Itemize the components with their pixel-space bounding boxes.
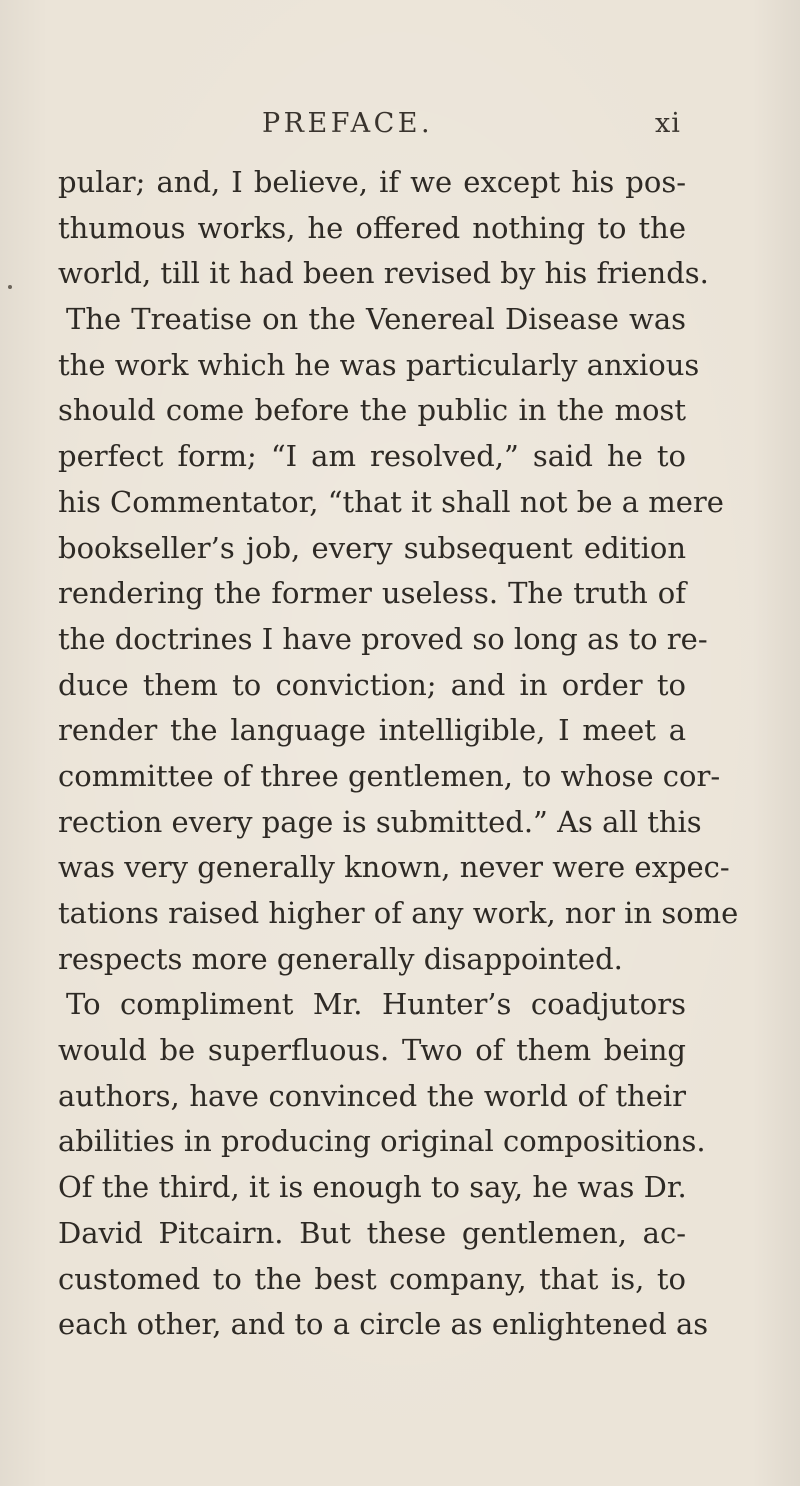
text-line: was very generally known, never were expec-: [58, 850, 730, 885]
text-line: would be superfluous. Two of them being: [58, 1033, 686, 1068]
text-line: To compliment Mr. Hunter’s coadjutors: [66, 987, 686, 1022]
text-line: The Treatise on the Venereal Disease was: [66, 302, 686, 337]
text-line: pular; and, I believe, if we except his pos-: [58, 165, 686, 199]
text-line: his Commentator, “that it shall not be a mere: [58, 484, 724, 519]
text-line: the work which he was particularly anxious: [58, 347, 700, 382]
text-line: duce them to conviction; and in order to: [58, 667, 686, 702]
running-title: PREFACE.: [262, 108, 434, 139]
paper-speck: [8, 285, 12, 289]
text-line: rection every page is submitted.” As all this: [58, 804, 702, 839]
running-head: [0, 104, 800, 144]
text-line: committee of three gentlemen, to whose cor-: [58, 758, 721, 793]
text-line: the doctrines I have proved so long as to re-: [58, 621, 708, 656]
text-line: perfect form; “I am resolved,” said he to: [58, 439, 686, 474]
text-line: rendering the former useless. The truth of: [58, 576, 686, 611]
text-line: David Pitcairn. But these gentlemen, ac-: [58, 1215, 686, 1250]
text-line: customed to the best company, that is, to: [58, 1261, 686, 1296]
text-line: abilities in producing original compositions.: [58, 1124, 706, 1159]
page-number: xi: [655, 108, 681, 139]
text-line: bookseller’s job, every subsequent edition: [58, 530, 686, 565]
text-line: each other, and to a circle as enlightened as: [58, 1307, 709, 1342]
text-line: Of the third, it is enough to say, he was Dr.: [58, 1170, 687, 1205]
text-line: authors, have convinced the world of their: [58, 1078, 686, 1113]
text-line: respects more generally disappointed.: [58, 941, 623, 976]
text-line: world, till it had been revised by his friends.: [58, 256, 709, 291]
body-text: [58, 160, 739, 1348]
text-line: thumous works, he offered nothing to the: [58, 210, 686, 245]
text-line: render the language intelligible, I meet a: [58, 713, 686, 748]
text-line: tations raised higher of any work, nor in some: [58, 896, 739, 930]
text-line: should come before the public in the most: [58, 393, 686, 428]
